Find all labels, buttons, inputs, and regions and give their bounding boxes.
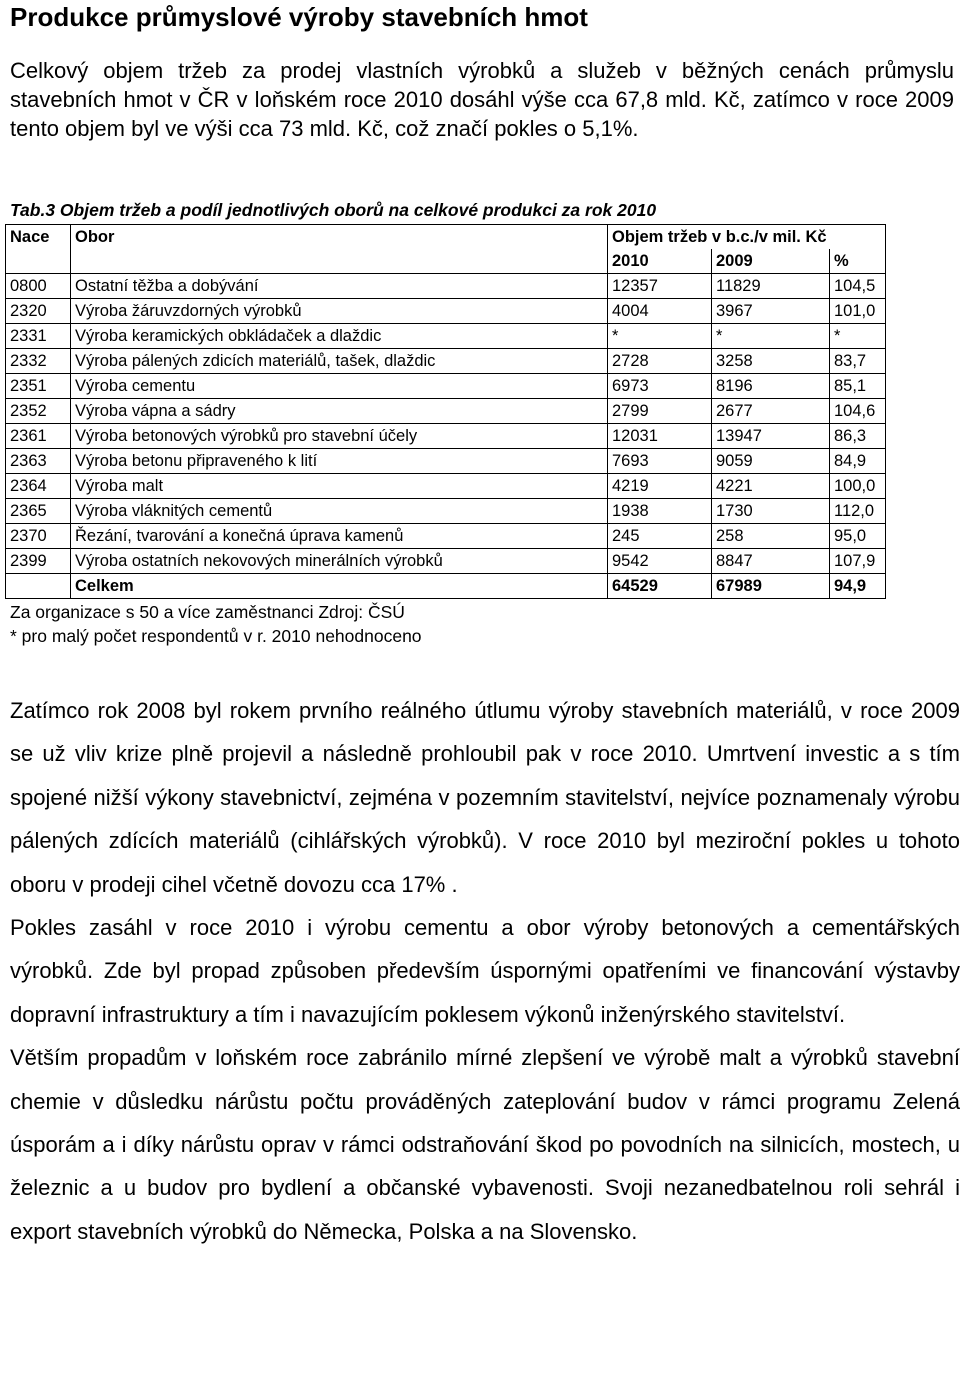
- cell-nace: 2351: [6, 374, 71, 399]
- cell-value-2010: 2728: [608, 349, 712, 374]
- cell-nace: 0800: [6, 274, 71, 299]
- cell-value-2009: 3967: [712, 299, 830, 324]
- total-cell-obor: Celkem: [71, 574, 608, 599]
- cell-nace: 2399: [6, 549, 71, 574]
- cell-value-2009: 1730: [712, 499, 830, 524]
- paragraph-1: Zatímco rok 2008 byl rokem prvního reálného útlumu výroby stavebních materiálů, v roce 2009 se už vliv krize plně projevil a následně prohloubil pak v roce 2010. Umrtvení investic a s tím spojené nižší výkony stavebnictví, zejména v pozemním stavitelství, nejvíce poznamenaly výrobu pálených zdících materiálů (cihlářských výrobků). V roce 2010 byl meziroční pokles u tohoto oboru v prodeji cihel včetně dovozu cca 17% .: [10, 698, 960, 897]
- cell-nace: 2365: [6, 499, 71, 524]
- cell-value-2010: 9542: [608, 549, 712, 574]
- cell-percent: 95,0: [830, 524, 886, 549]
- cell-obor: Výroba vápna a sádry: [71, 399, 608, 424]
- cell-obor: Ostatní těžba a dobývání: [71, 274, 608, 299]
- total-cell-percent: 94,9: [830, 574, 886, 599]
- cell-percent: 104,6: [830, 399, 886, 424]
- cell-value-2009: 4221: [712, 474, 830, 499]
- cell-obor: Výroba malt: [71, 474, 608, 499]
- cell-obor: Výroba vláknitých cementů: [71, 499, 608, 524]
- table-caption: Tab.3 Objem tržeb a podíl jednotlivých oborů na celkové produkci za rok 2010: [10, 200, 657, 220]
- body-text: [10, 689, 960, 1253]
- header-percent: %: [830, 249, 886, 274]
- cell-obor: Výroba betonových výrobků pro stavební účely: [71, 424, 608, 449]
- cell-obor: Výroba betonu připraveného k lití: [71, 449, 608, 474]
- paragraph-2: Pokles zasáhl v roce 2010 i výrobu cementu a obor výroby betonových a cementářských výrobků. Zde byl propad způsoben především úspornými opatřeními ve financování výstavby dopravní infrastruktury a tím i navazujícím poklesem výkonů inženýrského stavitelství.: [10, 915, 960, 1027]
- intro-paragraph: Celkový objem tržeb za prodej vlastních výrobků a služeb v běžných cenách průmyslu stavebních hmot v ČR v loňském roce 2010 dosáhl výše cca 67,8 mld. Kč, zatímco v roce 2009 tento objem byl ve výši cca 73 mld. Kč, což značí pokles o 5,1%.: [10, 58, 954, 141]
- cell-nace: 2363: [6, 449, 71, 474]
- cell-nace: 2370: [6, 524, 71, 549]
- table-row: [6, 449, 886, 474]
- document-title: Produkce průmyslové výroby stavebních hmot: [10, 2, 588, 32]
- header-year-2010: 2010: [608, 249, 712, 274]
- intro-section: [10, 56, 954, 143]
- paragraph-3: Větším propadům v loňském roce zabránilo mírné zlepšení ve výrobě malt a výrobků stavební chemie v důsledku nárůstu počtu prováděných zateplování budov v rámci programu Zelená úsporám a i díky nárůstu oprav v rámci odstraňování škod po povodních na silnicích, mostech, u železnic a u budov pro bydlení a občanské vybavenosti. Svoji nezanedbatelnou roli sehrál i export stavebních výrobků do Německa, Polska a na Slovensko.: [10, 1045, 960, 1244]
- cell-value-2009: 3258: [712, 349, 830, 374]
- table-row: [6, 299, 886, 324]
- cell-percent: 100,0: [830, 474, 886, 499]
- cell-value-2009: 2677: [712, 399, 830, 424]
- cell-nace: 2352: [6, 399, 71, 424]
- cell-percent: 107,9: [830, 549, 886, 574]
- cell-obor: Výroba pálených zdicích materiálů, tašek, dlaždic: [71, 349, 608, 374]
- table-row: [6, 324, 886, 349]
- cell-value-2010: 12357: [608, 274, 712, 299]
- cell-nace: 2331: [6, 324, 71, 349]
- subheader-empty-nace: [6, 249, 71, 274]
- cell-nace: 2332: [6, 349, 71, 374]
- cell-value-2009: 8847: [712, 549, 830, 574]
- cell-percent: 112,0: [830, 499, 886, 524]
- cell-value-2010: 2799: [608, 399, 712, 424]
- header-obor: Obor: [71, 225, 608, 250]
- cell-percent: 83,7: [830, 349, 886, 374]
- cell-nace: 2361: [6, 424, 71, 449]
- cell-obor: Výroba cementu: [71, 374, 608, 399]
- cell-nace: 2364: [6, 474, 71, 499]
- cell-obor: Řezání, tvarování a konečná úprava kamenů: [71, 524, 608, 549]
- footnote: * pro malý počet respondentů v r. 2010 nehodnoceno: [10, 626, 422, 646]
- cell-value-2010: *: [608, 324, 712, 349]
- cell-value-2010: 4004: [608, 299, 712, 324]
- subheader-empty-obor: [71, 249, 608, 274]
- cell-value-2010: 4219: [608, 474, 712, 499]
- cell-percent: 104,5: [830, 274, 886, 299]
- cell-value-2010: 6973: [608, 374, 712, 399]
- total-cell-value-2010: 64529: [608, 574, 712, 599]
- total-cell-nace: [6, 574, 71, 599]
- table-row: [6, 399, 886, 424]
- table-row: [6, 524, 886, 549]
- cell-value-2009: 8196: [712, 374, 830, 399]
- header-objem: Objem tržeb v b.c./v mil. Kč: [608, 225, 886, 250]
- cell-obor: Výroba žáruvzdorných výrobků: [71, 299, 608, 324]
- table-row: [6, 474, 886, 499]
- cell-value-2009: 13947: [712, 424, 830, 449]
- table-notes: [10, 600, 422, 648]
- cell-value-2010: 12031: [608, 424, 712, 449]
- total-cell-value-2009: 67989: [712, 574, 830, 599]
- table-header-row: [6, 225, 886, 250]
- table-row: [6, 374, 886, 399]
- table-row: [6, 274, 886, 299]
- cell-percent: 85,1: [830, 374, 886, 399]
- cell-value-2010: 245: [608, 524, 712, 549]
- cell-value-2009: *: [712, 324, 830, 349]
- cell-obor: Výroba keramických obkládaček a dlaždic: [71, 324, 608, 349]
- cell-nace: 2320: [6, 299, 71, 324]
- cell-percent: 84,9: [830, 449, 886, 474]
- cell-percent: 86,3: [830, 424, 886, 449]
- table-row: [6, 349, 886, 374]
- header-year-2009: 2009: [712, 249, 830, 274]
- cell-percent: 101,0: [830, 299, 886, 324]
- cell-value-2009: 258: [712, 524, 830, 549]
- table-total-row: [6, 574, 886, 599]
- cell-value-2010: 1938: [608, 499, 712, 524]
- revenue-table: [5, 224, 886, 599]
- cell-value-2010: 7693: [608, 449, 712, 474]
- table-row: [6, 549, 886, 574]
- cell-obor: Výroba ostatních nekovových minerálních výrobků: [71, 549, 608, 574]
- cell-value-2009: 9059: [712, 449, 830, 474]
- table-row: [6, 499, 886, 524]
- header-nace: Nace: [6, 225, 71, 250]
- cell-percent: *: [830, 324, 886, 349]
- source-note: Za organizace s 50 a více zaměstnanci Zdroj: ČSÚ: [10, 602, 405, 622]
- cell-value-2009: 11829: [712, 274, 830, 299]
- table-row: [6, 424, 886, 449]
- table-subheader-row: [6, 249, 886, 274]
